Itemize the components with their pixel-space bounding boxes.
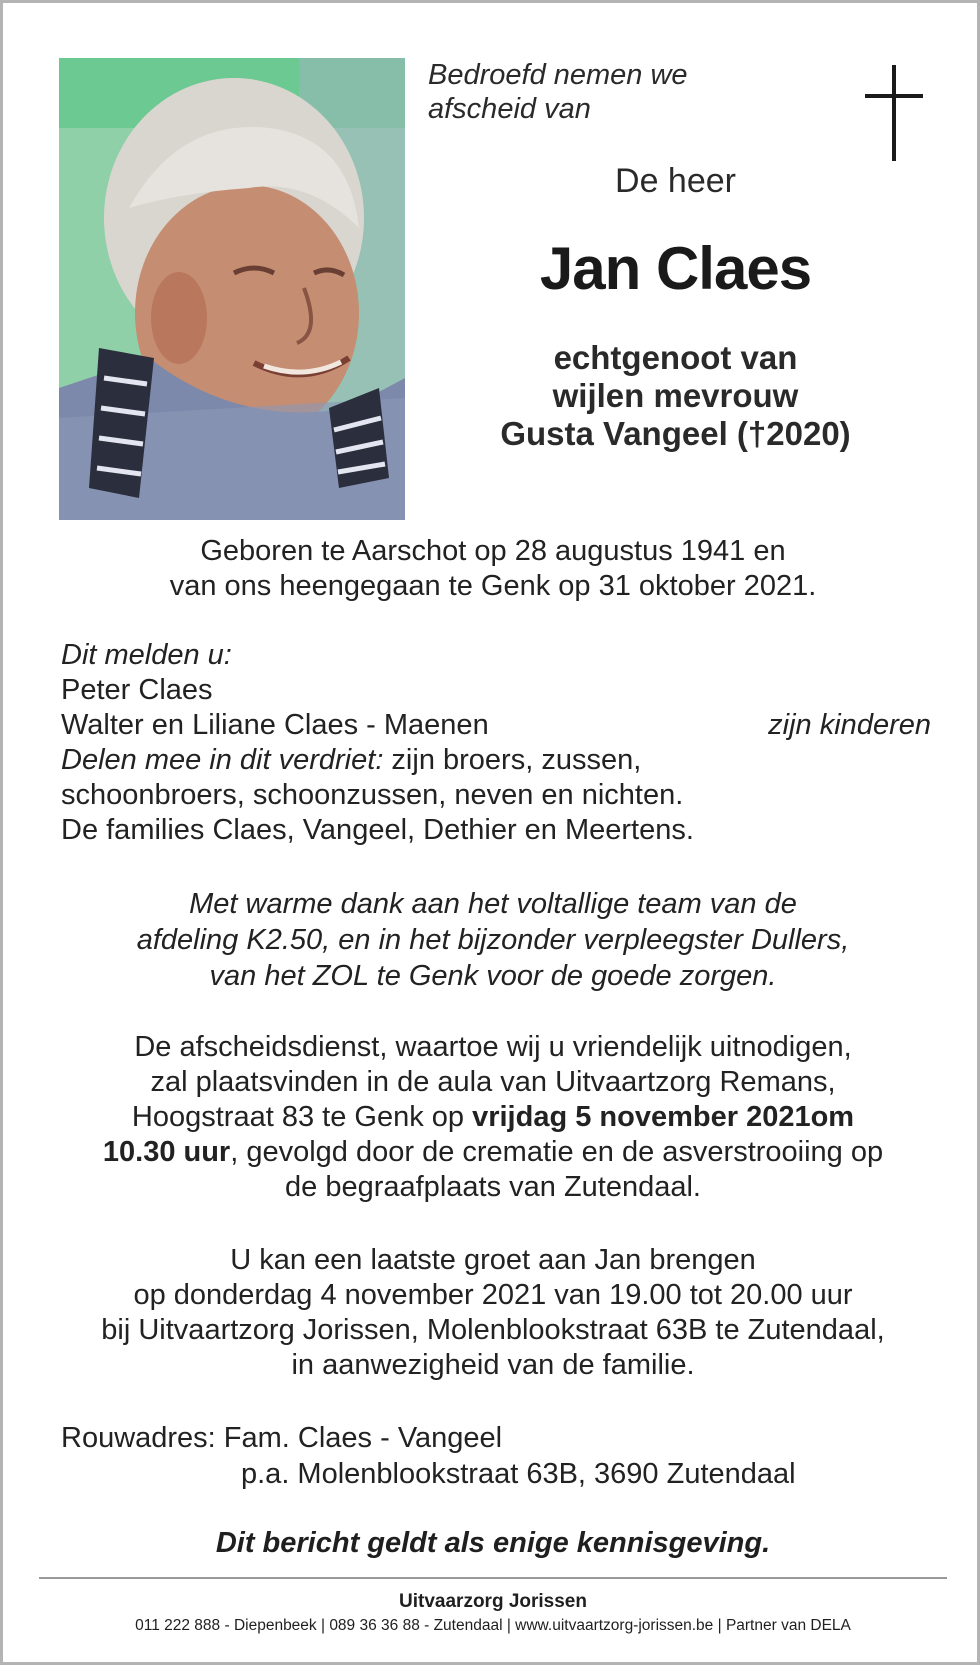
announcement-block — [61, 638, 931, 848]
footer-contact-info: 011 222 888 - Diepenbeek | 089 36 36 88 - Zutendaal | www.uitvaartzorg-jorissen.be | Partner van DELA — [135, 1617, 851, 1634]
spouse-line-1: echtgenoot van — [553, 339, 798, 376]
portrait-illustration — [59, 58, 405, 520]
child-1: Peter Claes — [61, 674, 213, 706]
share-rest: zijn broers, zussen, — [383, 744, 642, 776]
service-date: vrijdag 5 november 2021om — [472, 1101, 855, 1133]
address-line-2: p.a. Molenblookstraat 63B, 3690 Zutendaal — [241, 1458, 796, 1490]
cross-icon — [865, 65, 925, 161]
address-line-1: Rouwadres: Fam. Claes - Vangeel — [61, 1422, 503, 1454]
visitation-text — [43, 1243, 943, 1383]
thanks-text — [43, 886, 943, 994]
service-time: 10.30 uur — [102, 1136, 231, 1168]
service-line-4 — [43, 1135, 943, 1170]
children-label: zijn kinderen — [768, 709, 931, 741]
share-label: Delen mee in dit verdriet: — [61, 744, 384, 776]
share-line-2: schoonbroers, schoonzussen, neven en nichten. — [61, 779, 684, 811]
born-line-1: Geboren te Aarschot op 28 augustus 1941 en — [200, 535, 786, 567]
footer-divider — [39, 1577, 947, 1579]
birth-death-text — [43, 534, 943, 604]
share-row — [61, 743, 931, 778]
thanks-line-3: van het ZOL te Genk voor de goede zorgen. — [209, 960, 777, 992]
mourning-address — [61, 1420, 931, 1492]
service-line-4-rest: , gevolgd door de crematie en de asverstrooiing op — [230, 1136, 884, 1168]
service-line-5: de begraafplaats van Zutendaal. — [285, 1171, 701, 1203]
service-text — [43, 1030, 943, 1205]
visit-line-4: in aanwezigheid van de familie. — [291, 1349, 695, 1381]
portrait-photo — [59, 58, 405, 520]
service-line-3-pre: Hoogstraat 83 te Genk op — [131, 1101, 473, 1133]
spouse-line-2: wijlen mevrouw — [552, 377, 799, 414]
deceased-name: Jan Claes — [539, 235, 812, 302]
visit-line-1: U kan een laatste groet aan Jan brengen — [230, 1244, 756, 1276]
thanks-line-1: Met warme dank aan het voltallige team van de — [189, 888, 797, 920]
intro-line-1: Bedroefd nemen we — [428, 59, 688, 91]
title-prefix: De heer — [615, 162, 736, 200]
service-line-2: zal plaatsvinden in de aula van Uitvaartzorg Remans, — [150, 1066, 836, 1098]
footer-company: Uitvaarzorg Jorissen — [399, 1591, 587, 1612]
spouse-line-3: Gusta Vangeel (†2020) — [500, 415, 851, 452]
visit-line-3: bij Uitvaartzorg Jorissen, Molenblookstraat 63B te Zutendaal, — [101, 1314, 885, 1346]
intro-line-2: afscheid van — [428, 93, 591, 125]
notice-text: Dit bericht geldt als enige kennisgeving. — [215, 1527, 771, 1559]
thanks-line-2: afdeling K2.50, en in het bijzonder verpleegster Dullers, — [136, 924, 850, 956]
born-line-2: van ons heengegaan te Genk op 31 oktober 2021. — [169, 570, 817, 602]
service-line-1: De afscheidsdienst, waartoe wij u vriendelijk uitnodigen, — [134, 1031, 852, 1063]
child-2: Walter en Liliane Claes - Maenen — [61, 709, 489, 741]
child-2-row — [61, 708, 931, 743]
spouse-block — [423, 339, 928, 453]
announce-heading: Dit melden u: — [61, 639, 232, 671]
visit-line-2: op donderdag 4 november 2021 van 19.00 tot 20.00 uur — [133, 1279, 853, 1311]
service-line-3 — [43, 1100, 943, 1135]
intro-text — [428, 58, 808, 126]
families-line: De families Claes, Vangeel, Dethier en Meertens. — [61, 814, 694, 846]
